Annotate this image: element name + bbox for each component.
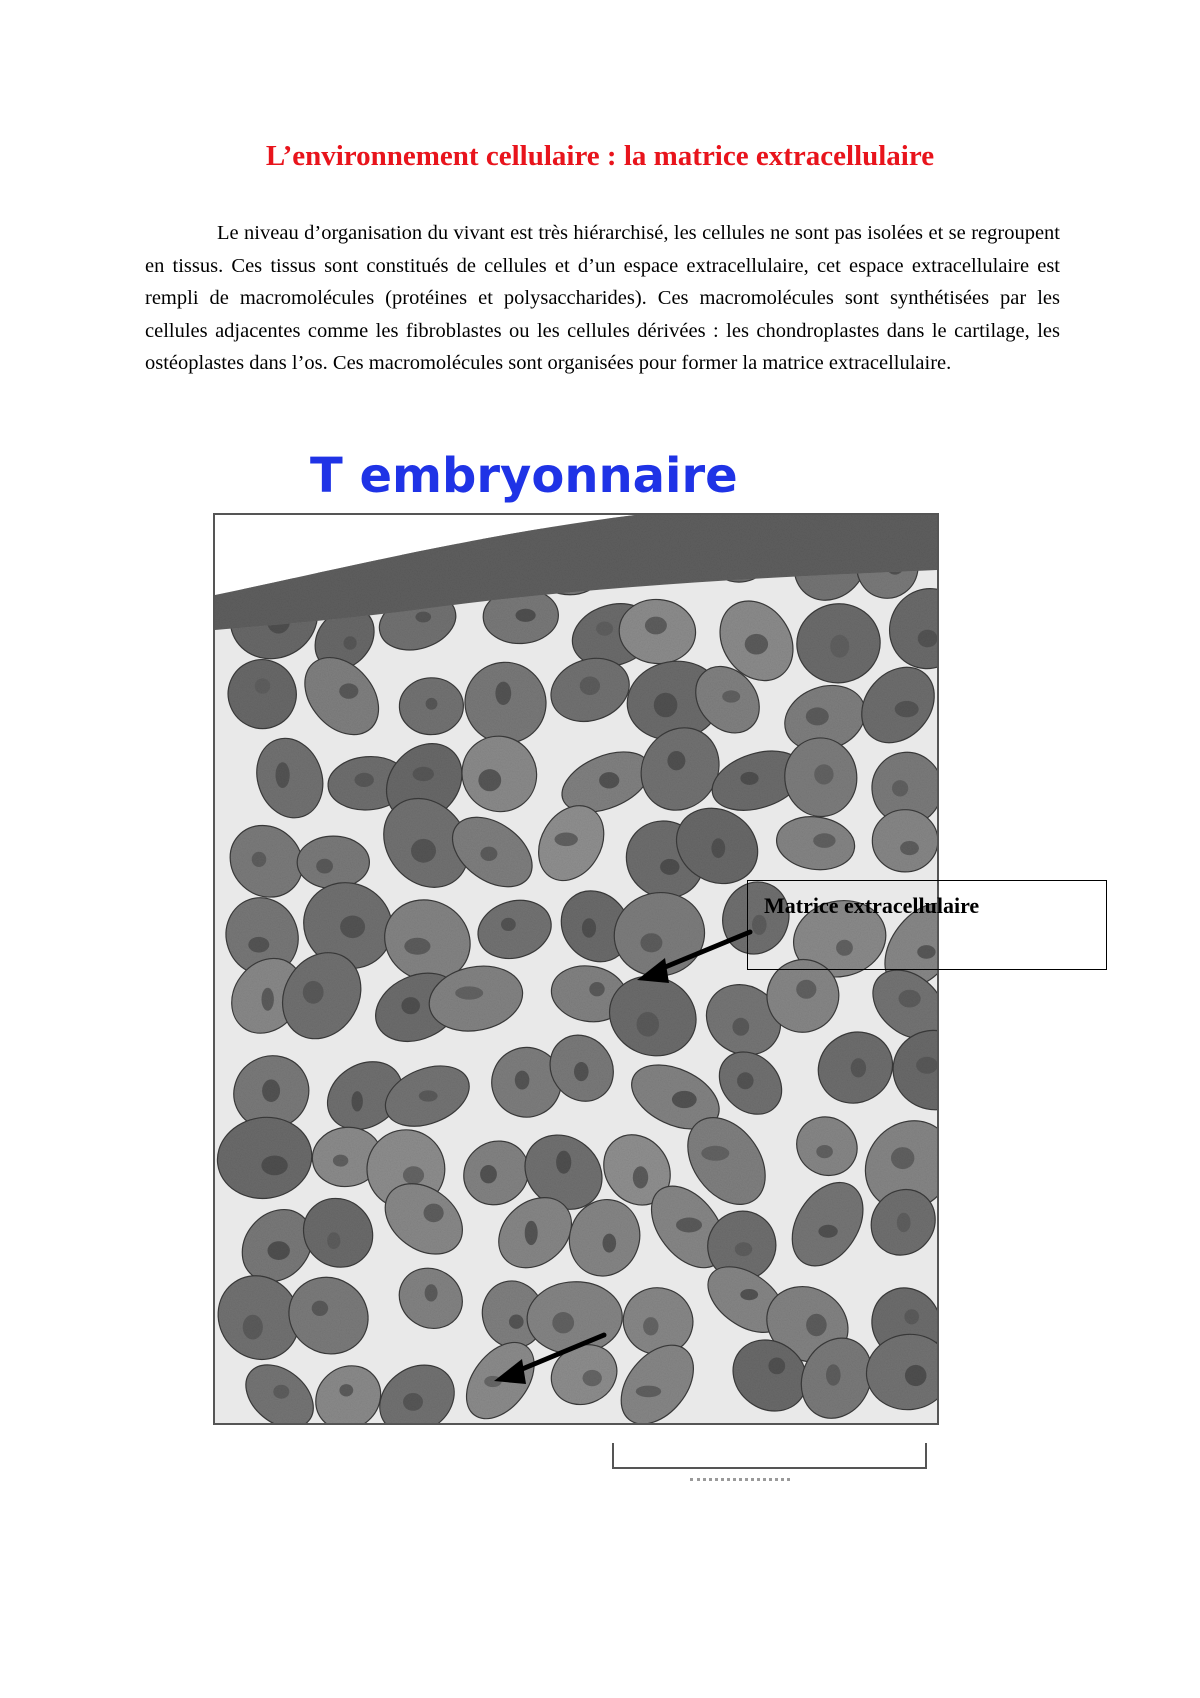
scale-bar [612,1443,927,1469]
intro-paragraph: Le niveau d’organisation du vivant est très hiérarchisé, les cellules ne sont pas isolées et se regroupent en tissus. Ces tissus sont constitués de cellules et d’un espace extracellulaire, cet espace extracellulaire est rempli de macromolécules (protéines et polysaccharides). Ces macromolécules sont synthétisées par les cellules adjacentes comme les fibroblastes ou les cellules dérivées : les chondroplastes dans le cartilage, les ostéoplastes dans l’os. Ces macromolécules sont organisées pour former la matrice extracellulaire. [145,222,1060,374]
figure-title: T embryonnaire [310,448,738,504]
scale-label-faint [690,1478,790,1489]
page-title: L’environnement cellulaire : la matrice extracellulaire [265,140,935,172]
annotation-box [747,880,1107,970]
annotation-label: Matrice extracellulaire [764,893,980,918]
